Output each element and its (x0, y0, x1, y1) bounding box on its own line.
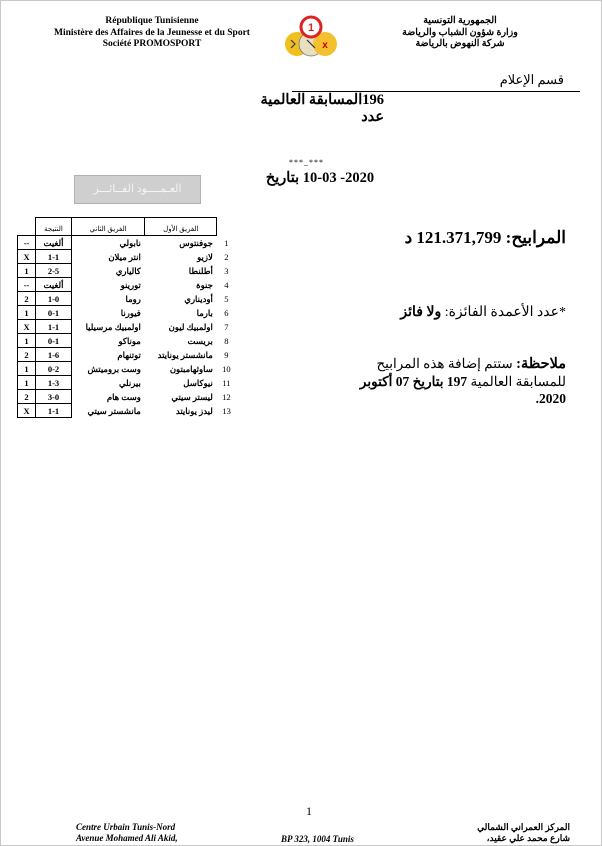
date-line: 2020- 10-03 بتاريخ (265, 170, 375, 186)
result-sign: X (18, 404, 36, 418)
table-row (18, 348, 237, 362)
team1-name: أوديناري (184, 293, 213, 304)
table-row (18, 390, 237, 404)
table-row (18, 306, 237, 320)
table-header-row (18, 218, 237, 236)
team1-name: بارما (196, 307, 213, 318)
header-right (390, 16, 530, 51)
match-number: 2 (224, 251, 229, 262)
footer-left (76, 822, 178, 844)
team1-name: مانشستر يونايتد (157, 349, 213, 360)
team1-name: بريست (187, 335, 213, 346)
table-row (18, 362, 237, 376)
team1-name: لازيو (197, 251, 213, 262)
team2-name: اولمبيك مرسيليا (85, 321, 141, 332)
header-right-line: وزارة شؤون الشباب والرياضة (402, 27, 518, 38)
team2-name: كالياري (115, 265, 141, 276)
table-row (18, 292, 237, 306)
result-score: 3-0 (36, 390, 72, 404)
footer-right (470, 822, 570, 844)
result-sign: 2 (18, 390, 36, 404)
result-sign: 2 (18, 348, 36, 362)
result-score: 1-3 (36, 376, 72, 390)
note-label: ملاحظة: (516, 356, 566, 372)
team1-name: جوفنتوس (179, 237, 213, 248)
result-score: 1-1 (36, 250, 72, 264)
note-emphasis: 197 بتاريخ 07 أكتوبر 2020. (359, 374, 566, 406)
team2-name: نابولي (119, 237, 141, 248)
table-row (18, 278, 237, 292)
page-number: 1 (306, 804, 312, 818)
header-result: النتيجة (36, 218, 72, 236)
match-number: 1 (224, 237, 229, 248)
team2-name: روما (125, 293, 141, 304)
table-row (18, 250, 237, 264)
table-row (18, 404, 237, 418)
result-sign: 1 (18, 362, 36, 376)
result-score: 2-5 (36, 264, 72, 278)
header-right-line: شركة النهوض بالرياضة (415, 39, 505, 49)
header-team2: الفريق الثاني (71, 218, 144, 236)
result-score: ألغيت (36, 236, 72, 250)
prize-line (398, 228, 566, 248)
result-sign: -- (18, 236, 36, 250)
match-number: 5 (224, 293, 229, 304)
logo-x-mark: x (322, 40, 328, 51)
result-score: 1-1 (36, 404, 72, 418)
header-left-line: République Tunisienne (105, 16, 199, 26)
team2-name: تورينو (120, 279, 141, 290)
team2-name: مانشستر سيتي (87, 405, 141, 416)
prize-amount: 121.371,799 (416, 228, 502, 247)
promosport-logo (281, 14, 341, 58)
result-score: 1-1 (36, 320, 72, 334)
result-sign: 1 (18, 334, 36, 348)
result-sign: 2 (18, 292, 36, 306)
result-score: 0-1 (36, 306, 72, 320)
winning-column-box: العـمــــود الفــائـــز (74, 175, 201, 204)
match-number: 11 (222, 377, 231, 388)
match-number: 8 (224, 335, 229, 346)
table-row (18, 236, 237, 250)
winning-columns-line (398, 304, 566, 321)
department-label: قسم الإعلام (499, 72, 564, 87)
table-row (18, 334, 237, 348)
team1-name: ساوثهامبتون (169, 363, 213, 374)
header-left-line: Ministère des Affaires de la Jeunesse et du Sport (54, 27, 250, 38)
note-block (356, 355, 566, 407)
result-sign: 1 (18, 376, 36, 390)
footer-middle: BP 323, 1004 Tunis (281, 834, 354, 844)
header-team1: الفريق الأول (145, 218, 217, 236)
result-score: 1-6 (36, 348, 72, 362)
result-score: ألغيت (36, 278, 72, 292)
match-number: 12 (222, 391, 231, 402)
header-spacer (217, 218, 237, 236)
result-score: 1-0 (36, 292, 72, 306)
header-left (38, 16, 266, 51)
header-right-line: الجمهورية التونسية (423, 16, 497, 26)
team1-name: جنوة (196, 279, 213, 290)
match-number: 9 (224, 349, 229, 360)
match-number: 13 (222, 405, 231, 416)
table-body (18, 236, 237, 418)
results-table (17, 217, 237, 418)
team2-name: وست بروميتش (87, 363, 141, 374)
table-row (18, 376, 237, 390)
match-number: 10 (222, 363, 231, 374)
team2-name: فيورنا (120, 307, 141, 318)
result-score: 0-1 (36, 334, 72, 348)
result-score: 0-2 (36, 362, 72, 376)
table-row (18, 320, 237, 334)
winning-columns-value: ولا فائز (400, 305, 442, 320)
match-number: 7 (224, 321, 229, 332)
team1-name: اولمبيك ليون (168, 321, 213, 332)
team2-name: وست هام (106, 391, 141, 402)
team1-name: أطلنطا (188, 265, 213, 276)
footer-left-line: Avenue Mohamed Ali Akid, (76, 833, 178, 843)
team2-name: موناكو (118, 335, 141, 346)
note-text: ستتم إضافة هذه المرابيح للمسابقة العالمية (376, 356, 566, 389)
header-left-line: Société PROMOSPORT (102, 39, 202, 49)
team2-name: انتر ميلان (108, 251, 141, 262)
footer-right-line: المركز العمراني الشمالي (477, 822, 570, 832)
header-spacer (18, 218, 36, 236)
match-number: 6 (224, 307, 229, 318)
team2-name: بيرنلي (118, 377, 141, 388)
result-sign: -- (18, 278, 36, 292)
team1-name: نيوكاسل (183, 377, 213, 388)
result-sign: X (18, 320, 36, 334)
footer-right-line: شارع محمد علي عقيد، (486, 833, 570, 843)
result-sign: 1 (18, 306, 36, 320)
team2-name: توتنهام (117, 349, 141, 360)
match-number: 3 (224, 265, 229, 276)
table-row (18, 264, 237, 278)
team1-name: ليستر سيتي (171, 391, 213, 402)
stars-line: ***_*** (289, 158, 324, 167)
result-sign: 1 (18, 264, 36, 278)
prize-label: المرابيح: (505, 228, 566, 247)
result-sign: X (18, 250, 36, 264)
match-number: 4 (224, 279, 229, 290)
footer-left-line: Centre Urbain Tunis-Nord (76, 822, 176, 832)
logo-text: 1 (307, 22, 315, 34)
winning-columns-label: *عدد الأعمدة الفائزة: (444, 305, 566, 320)
prize-currency: د (404, 228, 413, 247)
contest-title: 196المسابقة العالمية عدد (260, 92, 384, 125)
team1-name: ليدز يونايتد (175, 405, 213, 416)
